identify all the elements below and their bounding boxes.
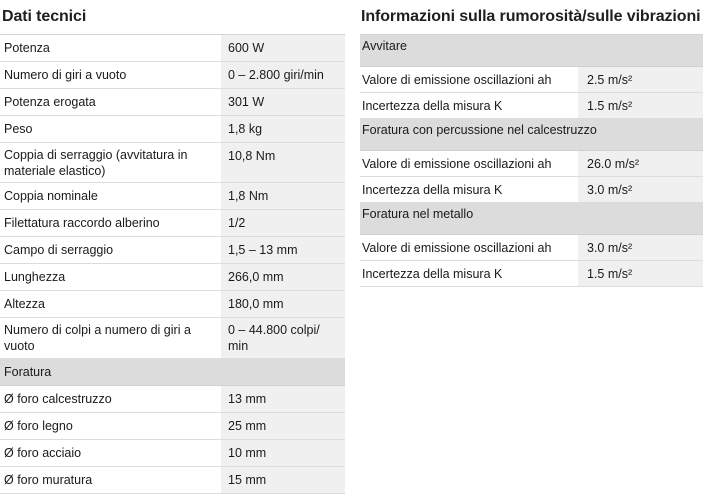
spec-value: 10 mm <box>221 440 345 466</box>
table-row <box>0 264 345 291</box>
table-row <box>0 89 345 116</box>
table-row <box>360 261 703 287</box>
table-row <box>360 67 703 93</box>
spec-value: 13 mm <box>221 386 345 412</box>
table-row <box>0 116 345 143</box>
spec-label: Ø foro acciaio <box>0 445 221 461</box>
noise-vibration-panel <box>360 0 703 287</box>
spec-value: 1/2 <box>221 210 345 236</box>
spec-label: Lunghezza <box>0 269 221 285</box>
spec-value: 15 mm <box>221 467 345 493</box>
spec-label: Coppia di serraggio (avvitatura in materiale elastico) <box>0 147 221 179</box>
vibration-value: 3.0 m/s² <box>578 235 703 260</box>
spec-value: 10,8 Nm <box>221 143 345 182</box>
spec-value: 25 mm <box>221 413 345 439</box>
table-row <box>0 291 345 318</box>
spec-label: Potenza <box>0 40 221 56</box>
section-heading-metal-drilling: Foratura nel metallo <box>360 203 703 235</box>
vibration-label: Incertezza della misura K <box>360 266 578 282</box>
technical-data-panel <box>0 0 345 494</box>
spec-value: 301 W <box>221 89 345 115</box>
table-row <box>0 467 345 494</box>
table-row <box>360 151 703 177</box>
section-heading-drilling: Foratura <box>0 359 345 386</box>
section-heading-screwing: Avvitare <box>360 35 703 67</box>
table-row <box>0 237 345 264</box>
table-row <box>0 143 345 183</box>
vibration-label: Valore di emissione oscillazioni ah <box>360 240 578 256</box>
vibration-label: Incertezza della misura K <box>360 98 578 114</box>
spec-label: Campo di serraggio <box>0 242 221 258</box>
spec-label: Altezza <box>0 296 221 312</box>
spec-label: Numero di giri a vuoto <box>0 67 221 83</box>
spec-value: 180,0 mm <box>221 291 345 317</box>
table-row <box>0 183 345 210</box>
vibration-value: 1.5 m/s² <box>578 93 703 118</box>
table-row <box>0 413 345 440</box>
table-row <box>0 62 345 89</box>
table-row <box>360 177 703 203</box>
noise-vibration-table <box>360 34 703 287</box>
spec-label: Potenza erogata <box>0 94 221 110</box>
vibration-label: Valore di emissione oscillazioni ah <box>360 156 578 172</box>
vibration-value: 2.5 m/s² <box>578 67 703 92</box>
vibration-label: Valore di emissione oscillazioni ah <box>360 72 578 88</box>
spec-value: 1,8 Nm <box>221 183 345 209</box>
spec-label: Peso <box>0 121 221 137</box>
vibration-value: 3.0 m/s² <box>578 177 703 202</box>
spec-label: Ø foro calcestruzzo <box>0 391 221 407</box>
noise-vibration-title: Informazioni sulla rumorosità/sulle vibrazioni <box>361 8 701 25</box>
table-row <box>360 93 703 119</box>
spec-label: Filettatura raccordo alberino <box>0 215 221 231</box>
spec-label: Ø foro legno <box>0 418 221 434</box>
vibration-value: 1.5 m/s² <box>578 261 703 286</box>
spec-value: 1,5 – 13 mm <box>221 237 345 263</box>
spec-value: 266,0 mm <box>221 264 345 290</box>
table-row <box>360 235 703 261</box>
vibration-label: Incertezza della misura K <box>360 182 578 198</box>
section-heading-hammer-drilling: Foratura con percussione nel calcestruzzo <box>360 119 703 151</box>
vibration-value: 26.0 m/s² <box>578 151 703 176</box>
spec-value: 0 – 44.800 colpi/ min <box>221 318 345 358</box>
spec-label: Numero di colpi a numero di giri a vuoto <box>0 322 221 354</box>
spec-label: Ø foro muratura <box>0 472 221 488</box>
table-row <box>0 35 345 62</box>
spec-label: Coppia nominale <box>0 188 221 204</box>
table-row <box>0 386 345 413</box>
table-row <box>0 440 345 467</box>
spec-value: 1,8 kg <box>221 116 345 142</box>
table-row <box>0 210 345 237</box>
table-row <box>0 318 345 359</box>
technical-data-title: Dati tecnici <box>2 8 87 25</box>
spec-value: 0 – 2.800 giri/min <box>221 62 345 88</box>
technical-data-table <box>0 34 345 494</box>
spec-value: 600 W <box>221 35 345 61</box>
